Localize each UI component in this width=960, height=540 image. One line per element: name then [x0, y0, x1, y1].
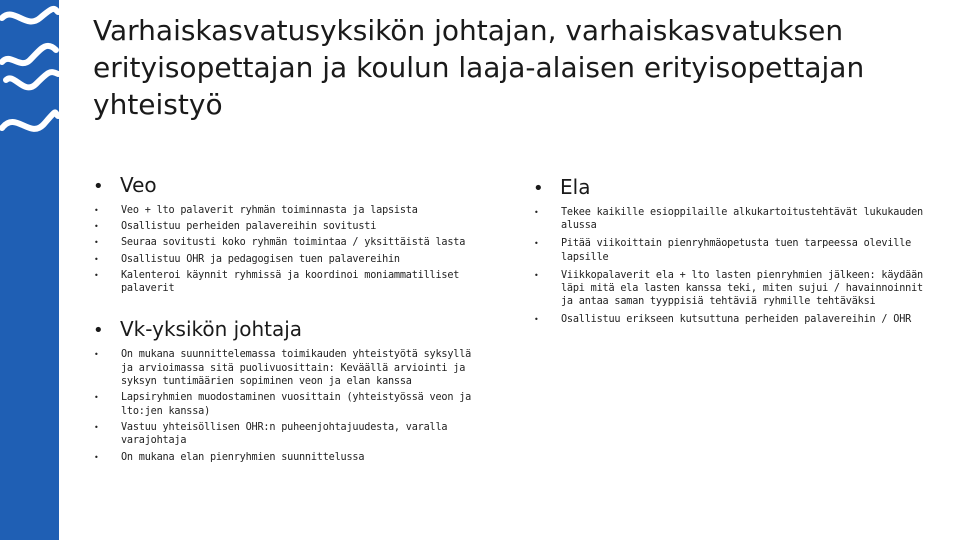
page-title: Varhaiskasvatusyksikön johtajan, varhaiskasvatuksen erityisopettajan ja koulun laaja-alaisen erityisopettajan yhteistyö: [93, 14, 865, 121]
bullet-icon: •: [94, 423, 99, 433]
list-item: • Tekee kaikille esioppilaille alkukartoitustehtävät lukukauden alussa: [534, 207, 923, 232]
bullet-icon: •: [534, 239, 539, 249]
section-ela: [533, 174, 933, 202]
section-veo: [93, 172, 483, 200]
sidebar-brand-band: [0, 0, 59, 540]
bullet-icon: •: [534, 270, 539, 280]
section-heading: Veo: [120, 173, 157, 197]
section-heading: Vk-yksikön johtaja: [120, 317, 303, 342]
bullet-icon: •: [534, 208, 539, 217]
ela-list: [533, 206, 933, 327]
veo-list: [93, 204, 483, 296]
wave-logo-icon: [0, 0, 59, 160]
bullet-icon: •: [94, 222, 99, 232]
bullet-icon: •: [534, 315, 539, 325]
bullet-icon: •: [94, 254, 99, 264]
bullet-icon: •: [533, 178, 544, 199]
list-item: • Osallistuu OHR ja pedagogisen tuen palavereihin: [94, 253, 400, 265]
list-item: • Pitää viikoittain pienryhmäopetusta tuen tarpeessa oleville lapsille: [534, 238, 912, 263]
section-vk: [93, 316, 483, 344]
bullet-icon: •: [93, 176, 104, 197]
list-item: • Osallistuu erikseen kutsuttuna perheiden palavereihin / OHR: [534, 314, 912, 326]
bullet-icon: •: [94, 206, 99, 215]
list-item: • Veo + lto palaverit ryhmän toiminnasta ja lapsista: [94, 205, 418, 216]
list-item: • On mukana suunnittelemassa toimikauden yhteistyötä syksyllä ja arvioimassa sitä puolivuosittain: Keväällä arviointi ja syksyn tuntimäärien sopiminen veon ja elan kanssa: [94, 349, 472, 388]
bullet-icon: •: [94, 270, 99, 280]
list-item: • Osallistuu perheiden palavereihin sovitusti: [94, 221, 377, 233]
bullet-icon: •: [94, 350, 99, 360]
right-column: [533, 174, 933, 331]
list-item: • Lapsiryhmien muodostaminen vuosittain (yhteistyössä veon ja lto:jen kanssa): [94, 392, 472, 417]
vk-list: [93, 348, 483, 464]
left-column: [93, 172, 483, 467]
bullet-icon: •: [94, 452, 99, 462]
bullet-icon: •: [94, 393, 99, 403]
section-heading: Ela: [560, 175, 591, 199]
bullet-icon: •: [93, 320, 104, 342]
list-item: • Vastuu yhteisöllisen OHR:n puheenjohtajuudesta, varalla varajohtaja: [94, 422, 448, 447]
list-item: • On mukana elan pienryhmien suunnittelussa: [94, 451, 365, 463]
list-item: • Seuraa sovitusti koko ryhmän toimintaa / yksittäistä lasta: [94, 237, 466, 249]
list-item: • Kalenteroi käynnit ryhmissä ja koordinoi moniammatilliset palaverit: [94, 269, 460, 295]
list-item: • Viikkopalaverit ela + lto lasten pienryhmien jälkeen: käydään läpi mitä ela lasten kanssa teki, miten sujui / havainnoinnit ja antaa saman tyyppisiä tehtäviä ryhmille tehtäväksi: [534, 269, 923, 308]
bullet-icon: •: [94, 238, 99, 248]
